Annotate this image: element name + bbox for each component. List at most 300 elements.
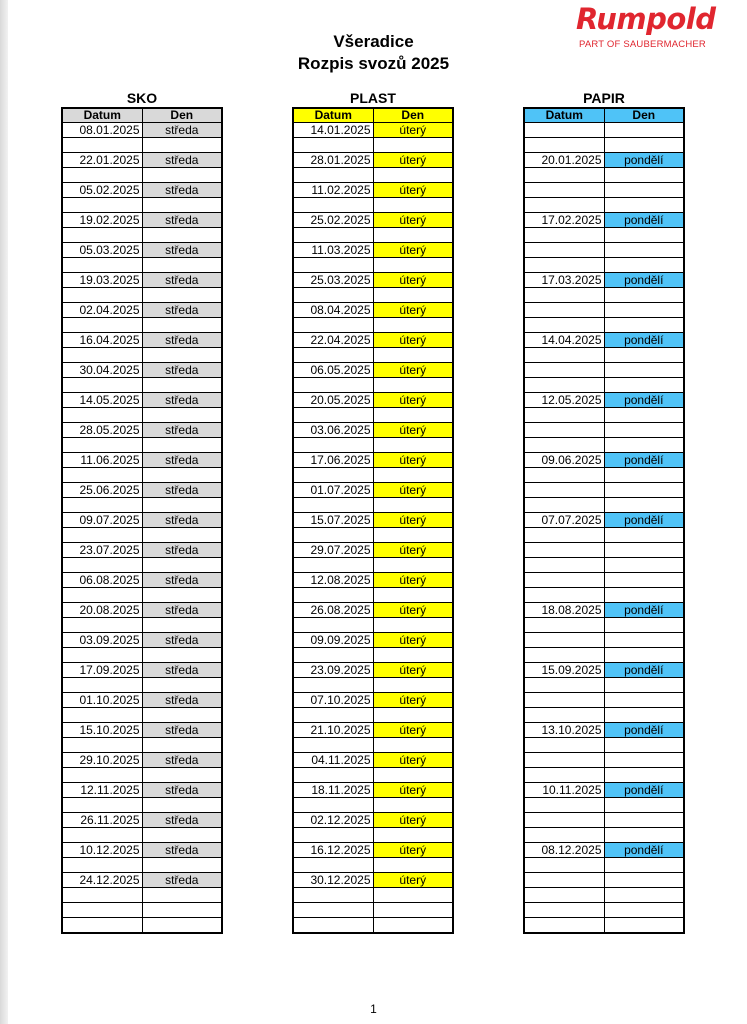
day-cell	[604, 138, 684, 153]
table-row	[524, 513, 684, 528]
day-cell	[604, 378, 684, 393]
date-cell	[293, 918, 373, 934]
day-cell	[142, 408, 222, 423]
date-cell	[524, 483, 604, 498]
table-row	[62, 243, 222, 258]
table-row	[524, 408, 684, 423]
date-cell: 14.05.2025	[62, 393, 142, 408]
day-cell	[142, 378, 222, 393]
date-cell	[524, 198, 604, 213]
day-cell	[142, 828, 222, 843]
date-cell	[293, 528, 373, 543]
day-cell: středa	[142, 453, 222, 468]
day-cell	[604, 243, 684, 258]
table-row	[524, 783, 684, 798]
date-cell: 14.01.2025	[293, 123, 373, 138]
table-row	[62, 573, 222, 588]
day-cell	[373, 498, 453, 513]
date-cell: 16.04.2025	[62, 333, 142, 348]
date-cell	[293, 588, 373, 603]
date-cell	[62, 618, 142, 633]
day-cell: úterý	[373, 423, 453, 438]
day-cell: středa	[142, 693, 222, 708]
day-cell	[604, 363, 684, 378]
table-row	[62, 288, 222, 303]
date-cell	[62, 318, 142, 333]
day-cell	[604, 483, 684, 498]
date-cell	[524, 303, 604, 318]
table-row	[62, 198, 222, 213]
column-header-datum: Datum	[62, 108, 142, 123]
date-cell	[62, 498, 142, 513]
table-row	[524, 708, 684, 723]
date-cell: 03.09.2025	[62, 633, 142, 648]
day-cell	[142, 138, 222, 153]
table-row	[62, 648, 222, 663]
date-cell	[524, 708, 604, 723]
table-row	[524, 273, 684, 288]
date-cell: 07.10.2025	[293, 693, 373, 708]
date-cell	[62, 378, 142, 393]
date-cell	[293, 738, 373, 753]
date-cell: 23.09.2025	[293, 663, 373, 678]
day-cell	[373, 228, 453, 243]
page-title: Všeradice	[333, 32, 414, 51]
day-cell: středa	[142, 273, 222, 288]
date-cell	[524, 828, 604, 843]
day-cell	[373, 918, 453, 934]
day-cell	[373, 768, 453, 783]
date-cell	[293, 408, 373, 423]
date-cell: 29.10.2025	[62, 753, 142, 768]
day-cell: středa	[142, 633, 222, 648]
date-cell: 09.06.2025	[524, 453, 604, 468]
day-cell	[373, 588, 453, 603]
date-cell	[524, 378, 604, 393]
date-cell	[524, 633, 604, 648]
day-cell	[604, 423, 684, 438]
section-title-papir: PAPIR	[583, 90, 625, 106]
day-cell	[604, 753, 684, 768]
day-cell: středa	[142, 213, 222, 228]
day-cell: úterý	[373, 573, 453, 588]
day-cell	[373, 468, 453, 483]
table-row	[293, 678, 453, 693]
day-cell	[604, 693, 684, 708]
date-cell: 25.02.2025	[293, 213, 373, 228]
day-cell	[604, 888, 684, 903]
date-cell: 28.05.2025	[62, 423, 142, 438]
table-row	[293, 873, 453, 888]
date-cell	[62, 228, 142, 243]
day-cell: středa	[142, 423, 222, 438]
table-row	[293, 408, 453, 423]
date-cell	[62, 288, 142, 303]
date-cell: 08.12.2025	[524, 843, 604, 858]
date-cell	[62, 348, 142, 363]
day-cell: středa	[142, 333, 222, 348]
day-cell	[142, 648, 222, 663]
day-cell	[373, 798, 453, 813]
date-cell: 12.11.2025	[62, 783, 142, 798]
table-row	[293, 723, 453, 738]
date-cell	[62, 708, 142, 723]
table-row	[62, 183, 222, 198]
day-cell: středa	[142, 813, 222, 828]
day-cell	[604, 813, 684, 828]
day-cell	[604, 528, 684, 543]
day-cell	[604, 318, 684, 333]
day-cell: úterý	[373, 783, 453, 798]
table-row	[62, 813, 222, 828]
date-cell	[62, 198, 142, 213]
table-row	[293, 273, 453, 288]
table-row	[62, 768, 222, 783]
date-cell	[62, 768, 142, 783]
table-row	[62, 558, 222, 573]
day-cell	[142, 228, 222, 243]
day-cell	[604, 708, 684, 723]
day-cell	[604, 498, 684, 513]
date-cell: 19.03.2025	[62, 273, 142, 288]
table-row	[524, 123, 684, 138]
day-cell: středa	[142, 153, 222, 168]
day-cell	[604, 168, 684, 183]
date-cell	[62, 903, 142, 918]
date-cell	[293, 288, 373, 303]
table-row	[293, 603, 453, 618]
table-row	[293, 483, 453, 498]
table-row	[62, 888, 222, 903]
day-cell	[604, 228, 684, 243]
day-cell: pondělí	[604, 213, 684, 228]
day-cell	[142, 348, 222, 363]
date-cell	[524, 738, 604, 753]
date-cell: 11.03.2025	[293, 243, 373, 258]
table-row	[293, 423, 453, 438]
day-cell	[604, 573, 684, 588]
table-row	[62, 678, 222, 693]
table-row	[524, 843, 684, 858]
table-row	[293, 198, 453, 213]
table-row	[62, 498, 222, 513]
day-cell	[373, 678, 453, 693]
day-cell: úterý	[373, 753, 453, 768]
day-cell: středa	[142, 303, 222, 318]
day-cell: středa	[142, 513, 222, 528]
day-cell: úterý	[373, 183, 453, 198]
table-row	[293, 438, 453, 453]
date-cell	[62, 468, 142, 483]
table-row	[62, 858, 222, 873]
date-cell: 09.09.2025	[293, 633, 373, 648]
date-cell	[524, 813, 604, 828]
table-row	[62, 798, 222, 813]
column-header-den: Den	[604, 108, 684, 123]
table-row	[293, 498, 453, 513]
day-cell	[604, 618, 684, 633]
day-cell	[373, 318, 453, 333]
date-cell	[293, 198, 373, 213]
date-cell: 07.07.2025	[524, 513, 604, 528]
day-cell	[142, 498, 222, 513]
table-row	[62, 903, 222, 918]
day-cell: pondělí	[604, 333, 684, 348]
page-number: 1	[370, 1002, 377, 1016]
date-cell: 06.08.2025	[62, 573, 142, 588]
table-row	[293, 858, 453, 873]
table-row	[524, 558, 684, 573]
day-cell	[604, 738, 684, 753]
date-cell	[524, 183, 604, 198]
table-row	[62, 633, 222, 648]
date-cell	[524, 798, 604, 813]
day-cell: středa	[142, 573, 222, 588]
day-cell	[604, 288, 684, 303]
table-row	[293, 888, 453, 903]
table-row	[524, 753, 684, 768]
date-cell: 15.07.2025	[293, 513, 373, 528]
schedule-table-sko	[61, 107, 223, 934]
day-cell: středa	[142, 663, 222, 678]
table-row	[524, 798, 684, 813]
day-cell	[373, 648, 453, 663]
table-row	[524, 393, 684, 408]
day-cell	[604, 768, 684, 783]
date-cell	[62, 918, 142, 934]
date-cell	[293, 138, 373, 153]
day-cell: úterý	[373, 243, 453, 258]
date-cell	[524, 753, 604, 768]
day-cell: středa	[142, 753, 222, 768]
date-cell	[62, 558, 142, 573]
table-row	[524, 498, 684, 513]
table-row	[524, 168, 684, 183]
day-cell	[604, 408, 684, 423]
date-cell	[293, 798, 373, 813]
day-cell	[604, 918, 684, 934]
date-cell	[293, 438, 373, 453]
date-cell: 26.08.2025	[293, 603, 373, 618]
day-cell	[142, 468, 222, 483]
date-cell: 12.08.2025	[293, 573, 373, 588]
day-cell	[142, 858, 222, 873]
table-row	[62, 378, 222, 393]
day-cell: úterý	[373, 663, 453, 678]
day-cell: středa	[142, 543, 222, 558]
table-row	[62, 408, 222, 423]
day-cell: pondělí	[604, 393, 684, 408]
page-edge-shadow	[0, 0, 8, 1024]
table-row	[524, 543, 684, 558]
table-row	[293, 768, 453, 783]
table-row	[524, 198, 684, 213]
date-cell: 20.01.2025	[524, 153, 604, 168]
date-cell	[62, 678, 142, 693]
date-cell: 17.09.2025	[62, 663, 142, 678]
table-row	[293, 558, 453, 573]
table-row	[293, 468, 453, 483]
date-cell	[524, 543, 604, 558]
table-row	[293, 363, 453, 378]
date-cell	[524, 423, 604, 438]
date-cell: 20.05.2025	[293, 393, 373, 408]
date-cell: 19.02.2025	[62, 213, 142, 228]
date-cell: 11.06.2025	[62, 453, 142, 468]
day-cell	[142, 738, 222, 753]
table-row	[62, 753, 222, 768]
table-row	[293, 228, 453, 243]
day-cell	[604, 633, 684, 648]
day-cell: úterý	[373, 543, 453, 558]
table-row	[524, 678, 684, 693]
table-row	[62, 513, 222, 528]
day-cell: pondělí	[604, 513, 684, 528]
day-cell: středa	[142, 363, 222, 378]
day-cell	[373, 438, 453, 453]
table-row	[524, 888, 684, 903]
table-row	[524, 228, 684, 243]
table-row	[62, 723, 222, 738]
table-row	[293, 753, 453, 768]
table-row	[293, 633, 453, 648]
table-row	[62, 693, 222, 708]
date-cell: 10.11.2025	[524, 783, 604, 798]
date-cell	[62, 738, 142, 753]
table-row	[62, 738, 222, 753]
day-cell	[604, 123, 684, 138]
date-cell	[62, 828, 142, 843]
table-row	[62, 348, 222, 363]
date-cell	[62, 798, 142, 813]
table-row	[293, 828, 453, 843]
column-header-den: Den	[142, 108, 222, 123]
table-row	[293, 903, 453, 918]
date-cell: 15.09.2025	[524, 663, 604, 678]
date-cell: 16.12.2025	[293, 843, 373, 858]
day-cell	[142, 318, 222, 333]
table-row	[524, 918, 684, 934]
day-cell: úterý	[373, 363, 453, 378]
date-cell	[62, 258, 142, 273]
table-row	[293, 588, 453, 603]
day-cell: úterý	[373, 453, 453, 468]
date-cell: 17.02.2025	[524, 213, 604, 228]
table-row	[293, 243, 453, 258]
date-cell	[293, 858, 373, 873]
date-cell: 25.03.2025	[293, 273, 373, 288]
date-cell: 08.01.2025	[62, 123, 142, 138]
date-cell	[524, 903, 604, 918]
date-cell	[293, 903, 373, 918]
date-cell: 22.01.2025	[62, 153, 142, 168]
date-cell	[524, 558, 604, 573]
date-cell: 08.04.2025	[293, 303, 373, 318]
date-cell	[293, 558, 373, 573]
day-cell	[373, 198, 453, 213]
date-cell	[524, 648, 604, 663]
table-row	[62, 528, 222, 543]
table-row	[524, 858, 684, 873]
date-cell	[62, 438, 142, 453]
day-cell: úterý	[373, 393, 453, 408]
table-row	[524, 603, 684, 618]
date-cell	[524, 168, 604, 183]
table-row	[62, 453, 222, 468]
day-cell	[142, 558, 222, 573]
table-row	[524, 588, 684, 603]
table-row	[62, 873, 222, 888]
table-row	[524, 828, 684, 843]
table-row	[524, 738, 684, 753]
table-row	[524, 468, 684, 483]
day-cell: středa	[142, 243, 222, 258]
table-row	[62, 168, 222, 183]
table-row	[62, 228, 222, 243]
table-row	[524, 183, 684, 198]
table-row	[62, 213, 222, 228]
date-cell	[62, 528, 142, 543]
date-cell	[524, 873, 604, 888]
table-row	[62, 708, 222, 723]
table-row	[62, 363, 222, 378]
date-cell: 13.10.2025	[524, 723, 604, 738]
day-cell: středa	[142, 783, 222, 798]
day-cell: úterý	[373, 153, 453, 168]
table-row	[293, 708, 453, 723]
table-row	[293, 813, 453, 828]
date-cell	[524, 288, 604, 303]
day-cell	[373, 138, 453, 153]
table-row	[62, 663, 222, 678]
date-cell	[293, 228, 373, 243]
date-cell: 14.04.2025	[524, 333, 604, 348]
date-cell: 22.04.2025	[293, 333, 373, 348]
table-row	[293, 618, 453, 633]
table-row	[62, 918, 222, 934]
date-cell: 04.11.2025	[293, 753, 373, 768]
date-cell	[524, 243, 604, 258]
table-row	[62, 483, 222, 498]
date-cell	[293, 678, 373, 693]
day-cell	[142, 618, 222, 633]
section-title-sko: SKO	[126, 90, 158, 106]
date-cell	[524, 678, 604, 693]
day-cell: úterý	[373, 633, 453, 648]
table-row	[524, 768, 684, 783]
section-title-plast: PLAST	[350, 90, 396, 106]
table-row	[293, 573, 453, 588]
date-cell	[293, 618, 373, 633]
date-cell: 30.04.2025	[62, 363, 142, 378]
table-row	[293, 153, 453, 168]
table-row	[62, 258, 222, 273]
table-row	[524, 213, 684, 228]
table-row	[524, 813, 684, 828]
day-cell: pondělí	[604, 603, 684, 618]
date-cell: 11.02.2025	[293, 183, 373, 198]
table-row	[62, 318, 222, 333]
day-cell: pondělí	[604, 273, 684, 288]
day-cell: středa	[142, 723, 222, 738]
table-row	[293, 168, 453, 183]
day-cell: úterý	[373, 873, 453, 888]
date-cell: 26.11.2025	[62, 813, 142, 828]
table-row	[293, 513, 453, 528]
date-cell	[293, 768, 373, 783]
table-row	[62, 783, 222, 798]
day-cell	[373, 708, 453, 723]
